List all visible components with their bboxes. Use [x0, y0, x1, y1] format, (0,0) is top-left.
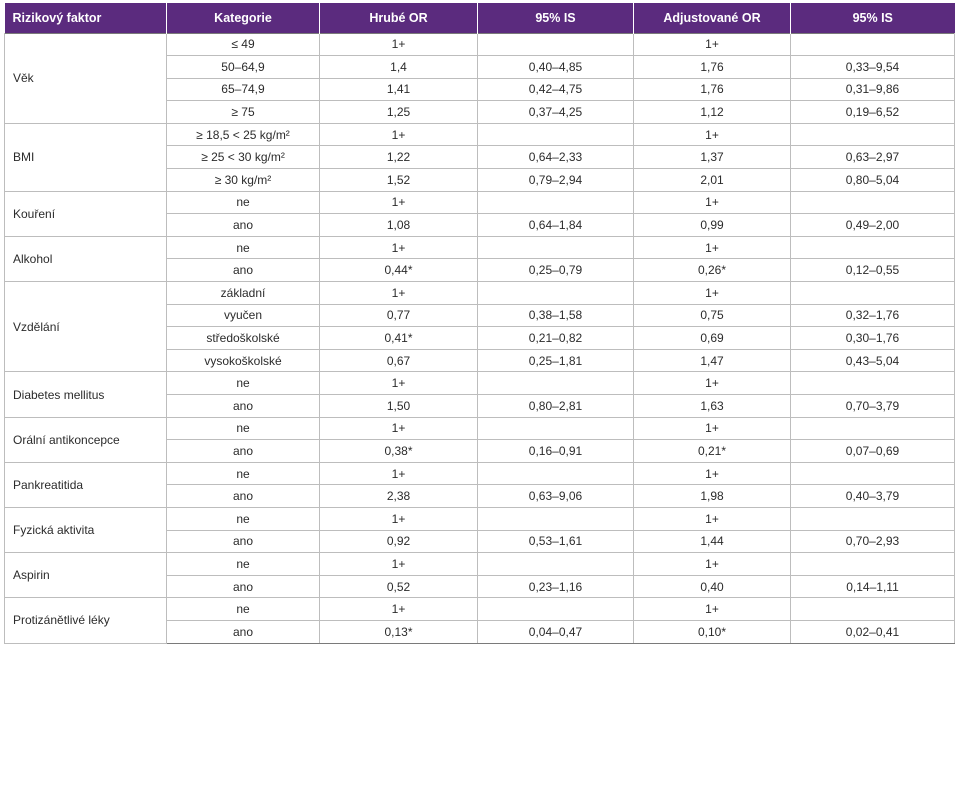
- crude-ci-cell: [478, 598, 634, 621]
- risk-factor-cell: Protizánětlivé léky: [5, 598, 167, 643]
- adjusted-ci-cell: [791, 191, 955, 214]
- table-row: [5, 372, 955, 395]
- crude-ci-cell: [478, 507, 634, 530]
- category-cell: ≤ 49: [167, 33, 320, 56]
- crude-ci-cell: [478, 417, 634, 440]
- crude-or-cell: 1+: [320, 372, 478, 395]
- crude-or-cell: 0,41*: [320, 327, 478, 350]
- category-cell: ano: [167, 575, 320, 598]
- crude-or-cell: 1,25: [320, 101, 478, 124]
- crude-ci-cell: [478, 282, 634, 305]
- table-row: [5, 123, 955, 146]
- category-cell: základní: [167, 282, 320, 305]
- category-cell: ≥ 75: [167, 101, 320, 124]
- crude-ci-cell: 0,42–4,75: [478, 78, 634, 101]
- adjusted-or-cell: 0,75: [634, 304, 791, 327]
- crude-or-cell: 0,92: [320, 530, 478, 553]
- crude-or-cell: 1+: [320, 417, 478, 440]
- adjusted-or-cell: 1,76: [634, 78, 791, 101]
- category-cell: ano: [167, 259, 320, 282]
- adjusted-or-cell: 0,21*: [634, 440, 791, 463]
- adjusted-or-cell: 0,10*: [634, 620, 791, 643]
- adjusted-ci-cell: [791, 417, 955, 440]
- crude-or-cell: 0,77: [320, 304, 478, 327]
- adjusted-or-cell: 1+: [634, 236, 791, 259]
- adjusted-ci-cell: [791, 598, 955, 621]
- header-adjusted-ci: 95% IS: [791, 3, 955, 33]
- crude-ci-cell: 0,64–2,33: [478, 146, 634, 169]
- adjusted-or-cell: 0,69: [634, 327, 791, 350]
- crude-ci-cell: 0,53–1,61: [478, 530, 634, 553]
- adjusted-ci-cell: [791, 507, 955, 530]
- category-cell: ne: [167, 462, 320, 485]
- crude-ci-cell: 0,79–2,94: [478, 169, 634, 192]
- risk-factor-cell: Orální antikoncepce: [5, 417, 167, 462]
- adjusted-or-cell: 1,44: [634, 530, 791, 553]
- crude-ci-cell: 0,40–4,85: [478, 56, 634, 79]
- risk-factor-cell: Vzdělání: [5, 282, 167, 372]
- adjusted-or-cell: 1+: [634, 507, 791, 530]
- crude-or-cell: 1,41: [320, 78, 478, 101]
- crude-or-cell: 0,13*: [320, 620, 478, 643]
- risk-factor-cell: BMI: [5, 123, 167, 191]
- table-header-row: [5, 3, 955, 33]
- header-adjusted-or: Adjustované OR: [634, 3, 791, 33]
- category-cell: ≥ 30 kg/m²: [167, 169, 320, 192]
- adjusted-ci-cell: 0,43–5,04: [791, 349, 955, 372]
- category-cell: ne: [167, 553, 320, 576]
- crude-ci-cell: [478, 553, 634, 576]
- crude-ci-cell: 0,04–0,47: [478, 620, 634, 643]
- adjusted-or-cell: 1,37: [634, 146, 791, 169]
- table-body: [5, 33, 955, 643]
- adjusted-or-cell: 0,40: [634, 575, 791, 598]
- table-row: [5, 236, 955, 259]
- adjusted-ci-cell: 0,14–1,11: [791, 575, 955, 598]
- category-cell: ano: [167, 440, 320, 463]
- adjusted-ci-cell: 0,02–0,41: [791, 620, 955, 643]
- adjusted-ci-cell: 0,30–1,76: [791, 327, 955, 350]
- adjusted-ci-cell: 0,12–0,55: [791, 259, 955, 282]
- crude-or-cell: 1,22: [320, 146, 478, 169]
- crude-ci-cell: [478, 372, 634, 395]
- risk-factor-cell: Pankreatitida: [5, 462, 167, 507]
- crude-ci-cell: 0,80–2,81: [478, 395, 634, 418]
- category-cell: ano: [167, 214, 320, 237]
- category-cell: ne: [167, 191, 320, 214]
- crude-or-cell: 1+: [320, 236, 478, 259]
- risk-factor-cell: Fyzická aktivita: [5, 507, 167, 552]
- table-row: [5, 33, 955, 56]
- adjusted-or-cell: 1+: [634, 33, 791, 56]
- adjusted-or-cell: 1,63: [634, 395, 791, 418]
- crude-or-cell: 1+: [320, 507, 478, 530]
- adjusted-ci-cell: 0,33–9,54: [791, 56, 955, 79]
- crude-ci-cell: [478, 236, 634, 259]
- risk-factor-cell: Diabetes mellitus: [5, 372, 167, 417]
- category-cell: ano: [167, 485, 320, 508]
- crude-ci-cell: 0,38–1,58: [478, 304, 634, 327]
- risk-factor-table: [4, 3, 955, 644]
- adjusted-ci-cell: 0,07–0,69: [791, 440, 955, 463]
- category-cell: ano: [167, 620, 320, 643]
- risk-factor-cell: Alkohol: [5, 236, 167, 281]
- adjusted-or-cell: 1+: [634, 191, 791, 214]
- category-cell: ano: [167, 530, 320, 553]
- adjusted-ci-cell: [791, 462, 955, 485]
- adjusted-or-cell: 1+: [634, 123, 791, 146]
- table-row: [5, 191, 955, 214]
- table-row: [5, 417, 955, 440]
- category-cell: středoškolské: [167, 327, 320, 350]
- crude-or-cell: 1,4: [320, 56, 478, 79]
- category-cell: ne: [167, 372, 320, 395]
- crude-ci-cell: [478, 123, 634, 146]
- adjusted-ci-cell: [791, 372, 955, 395]
- crude-or-cell: 1+: [320, 553, 478, 576]
- crude-ci-cell: 0,21–0,82: [478, 327, 634, 350]
- crude-or-cell: 1,50: [320, 395, 478, 418]
- crude-or-cell: 1+: [320, 123, 478, 146]
- crude-ci-cell: 0,63–9,06: [478, 485, 634, 508]
- table-row: [5, 282, 955, 305]
- adjusted-ci-cell: 0,49–2,00: [791, 214, 955, 237]
- adjusted-or-cell: 1,12: [634, 101, 791, 124]
- header-crude-ci: 95% IS: [478, 3, 634, 33]
- adjusted-ci-cell: 0,32–1,76: [791, 304, 955, 327]
- adjusted-or-cell: 0,26*: [634, 259, 791, 282]
- adjusted-or-cell: 1+: [634, 553, 791, 576]
- crude-or-cell: 0,44*: [320, 259, 478, 282]
- crude-ci-cell: 0,25–0,79: [478, 259, 634, 282]
- category-cell: ≥ 18,5 < 25 kg/m²: [167, 123, 320, 146]
- header-crude-or: Hrubé OR: [320, 3, 478, 33]
- crude-or-cell: 1+: [320, 282, 478, 305]
- table-row: [5, 553, 955, 576]
- crude-or-cell: 0,52: [320, 575, 478, 598]
- crude-or-cell: 1+: [320, 598, 478, 621]
- adjusted-ci-cell: 0,40–3,79: [791, 485, 955, 508]
- adjusted-or-cell: 1+: [634, 372, 791, 395]
- crude-ci-cell: 0,16–0,91: [478, 440, 634, 463]
- crude-ci-cell: [478, 33, 634, 56]
- risk-factor-cell: Věk: [5, 33, 167, 123]
- adjusted-ci-cell: [791, 123, 955, 146]
- crude-ci-cell: [478, 191, 634, 214]
- adjusted-or-cell: 1+: [634, 462, 791, 485]
- category-cell: 65–74,9: [167, 78, 320, 101]
- adjusted-or-cell: 1,76: [634, 56, 791, 79]
- table-row: [5, 462, 955, 485]
- table-row: [5, 507, 955, 530]
- crude-ci-cell: 0,64–1,84: [478, 214, 634, 237]
- crude-or-cell: 0,38*: [320, 440, 478, 463]
- risk-factor-table-container: [4, 3, 954, 644]
- header-risk-factor: Rizikový faktor: [5, 3, 167, 33]
- table-row: [5, 598, 955, 621]
- adjusted-ci-cell: 0,70–3,79: [791, 395, 955, 418]
- crude-or-cell: 1+: [320, 462, 478, 485]
- adjusted-ci-cell: 0,63–2,97: [791, 146, 955, 169]
- adjusted-ci-cell: [791, 236, 955, 259]
- adjusted-or-cell: 1+: [634, 417, 791, 440]
- adjusted-ci-cell: 0,31–9,86: [791, 78, 955, 101]
- crude-ci-cell: 0,37–4,25: [478, 101, 634, 124]
- header-category: Kategorie: [167, 3, 320, 33]
- adjusted-or-cell: 0,99: [634, 214, 791, 237]
- category-cell: ano: [167, 395, 320, 418]
- crude-or-cell: 1+: [320, 33, 478, 56]
- category-cell: ne: [167, 417, 320, 440]
- category-cell: ne: [167, 236, 320, 259]
- adjusted-or-cell: 2,01: [634, 169, 791, 192]
- category-cell: ne: [167, 507, 320, 530]
- crude-or-cell: 1+: [320, 191, 478, 214]
- crude-ci-cell: 0,25–1,81: [478, 349, 634, 372]
- adjusted-ci-cell: [791, 282, 955, 305]
- adjusted-ci-cell: 0,70–2,93: [791, 530, 955, 553]
- crude-or-cell: 0,67: [320, 349, 478, 372]
- adjusted-or-cell: 1,98: [634, 485, 791, 508]
- crude-or-cell: 1,52: [320, 169, 478, 192]
- adjusted-ci-cell: 0,19–6,52: [791, 101, 955, 124]
- crude-or-cell: 2,38: [320, 485, 478, 508]
- category-cell: vyučen: [167, 304, 320, 327]
- category-cell: ne: [167, 598, 320, 621]
- adjusted-or-cell: 1+: [634, 282, 791, 305]
- category-cell: 50–64,9: [167, 56, 320, 79]
- crude-ci-cell: [478, 462, 634, 485]
- adjusted-ci-cell: [791, 553, 955, 576]
- category-cell: ≥ 25 < 30 kg/m²: [167, 146, 320, 169]
- risk-factor-cell: Aspirin: [5, 553, 167, 598]
- adjusted-or-cell: 1,47: [634, 349, 791, 372]
- crude-ci-cell: 0,23–1,16: [478, 575, 634, 598]
- adjusted-ci-cell: 0,80–5,04: [791, 169, 955, 192]
- risk-factor-cell: Kouření: [5, 191, 167, 236]
- category-cell: vysokoškolské: [167, 349, 320, 372]
- crude-or-cell: 1,08: [320, 214, 478, 237]
- adjusted-ci-cell: [791, 33, 955, 56]
- adjusted-or-cell: 1+: [634, 598, 791, 621]
